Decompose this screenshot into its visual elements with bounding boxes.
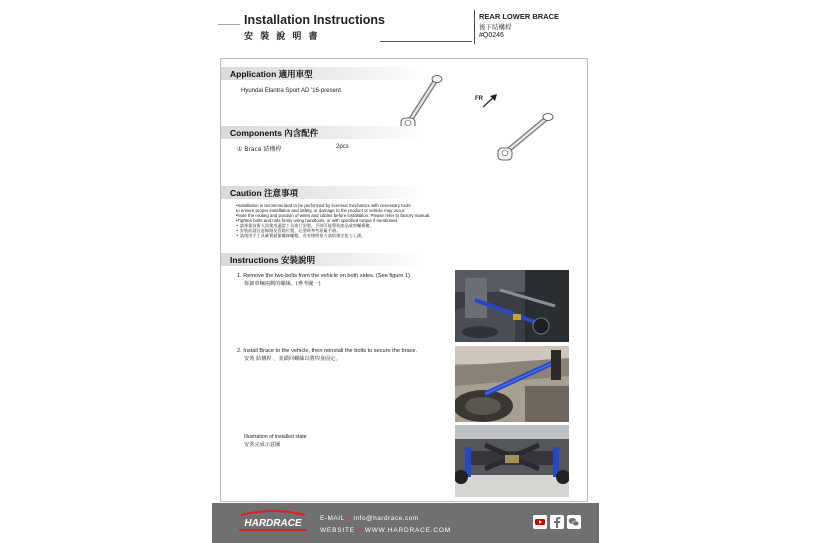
illustration-caption: Illustration of installed state xyxy=(244,434,307,440)
brace-drawing-bottom xyxy=(495,110,557,166)
website-label: WEBSITE xyxy=(320,527,355,534)
caution-line: to ensure proper installation and safety, or damage to the product or vehicle may occur. xyxy=(236,208,406,213)
caution-heading: Caution 注意事項 xyxy=(230,188,298,198)
separator-dot: ● xyxy=(357,527,363,534)
step-1-photo xyxy=(455,270,569,342)
product-name-zh: 後下結構桿 xyxy=(479,23,512,31)
components-heading: Components 內含配件 xyxy=(230,128,319,138)
caution-line-zh: • 安裝前請注意線路及管路位置，必要時參考原廠手冊。 xyxy=(236,228,341,233)
footer-email[interactable] xyxy=(320,515,419,522)
components-header xyxy=(221,126,425,139)
caution-header xyxy=(221,186,425,199)
step-2-text: 2. Install Brace to the vehicle, then reinstall the bolts to secure the brace. xyxy=(237,348,418,354)
caution-line-zh: • 請專業技術人員使用適當工具進行安裝，否則可能導致產品或車輛損壞。 xyxy=(236,223,374,228)
step-1-text: 1. Remove the two bolts from the vehicle on both sides. (See figure 1) xyxy=(237,273,410,279)
step-2-photo xyxy=(455,346,569,422)
footer-bar xyxy=(212,503,599,543)
header-vertical-divider xyxy=(474,10,475,44)
product-code: #Q0246 xyxy=(479,32,504,39)
product-name: REAR LOWER BRACE xyxy=(479,12,559,21)
header-accent-line xyxy=(218,24,240,25)
wechat-icon[interactable] xyxy=(567,515,581,529)
email-address[interactable]: info@hardrace.com xyxy=(353,515,419,522)
front-arrow-icon xyxy=(481,93,499,109)
footer-website[interactable] xyxy=(320,527,451,534)
email-label: E-MAIL xyxy=(320,515,345,522)
website-address[interactable]: WWW.HARDRACE.COM xyxy=(364,527,451,534)
installed-state-photo xyxy=(455,425,569,497)
facebook-icon[interactable] xyxy=(550,515,564,529)
caution-line: •Installation is recommended to be performed by licensed mechanics with necessary tools xyxy=(236,203,411,208)
caution-line: •Note the routing and position of wires and cables before installation. Please refer to factory manual. xyxy=(236,213,431,218)
component-qty: 2pcs xyxy=(336,144,349,150)
page-title: Installation Instructions xyxy=(244,13,385,27)
caution-line-zh: • 請使用手工具確實鎖緊螺絲螺帽，若有標明扭力請依指定扭力上鎖。 xyxy=(236,233,366,238)
step-2-text-zh: 安裝 結構桿 ，並鎖回螺絲以將桿身固定。 xyxy=(244,356,341,362)
youtube-icon[interactable] xyxy=(533,515,547,529)
instructions-heading: Instructions 安裝說明 xyxy=(230,255,316,265)
component-item: ① Brace 結構桿 xyxy=(237,146,282,153)
vehicle-name: Hyundai Elantra Sport AD '16-present xyxy=(241,88,341,94)
logo-wordmark: HARDRACE xyxy=(244,518,302,529)
step-1-text-zh: 拆卸車輛兩側的螺絲。(參考圖一) xyxy=(244,281,321,287)
application-header xyxy=(221,67,425,80)
page-title-zh: 安 裝 說 明 書 xyxy=(244,32,320,42)
header-divider xyxy=(380,41,472,42)
separator-dot: ● xyxy=(346,515,352,522)
caution-line: •Tighten bolts and nuts firmly using handtools, or with specified torque if mentioned. xyxy=(236,218,399,223)
instructions-header xyxy=(221,253,425,266)
hardrace-logo xyxy=(225,509,321,535)
front-direction-label: FR xyxy=(475,96,483,102)
application-heading: Application 適用車型 xyxy=(230,69,313,79)
illustration-caption-zh: 安裝完成示意圖 xyxy=(244,442,281,448)
